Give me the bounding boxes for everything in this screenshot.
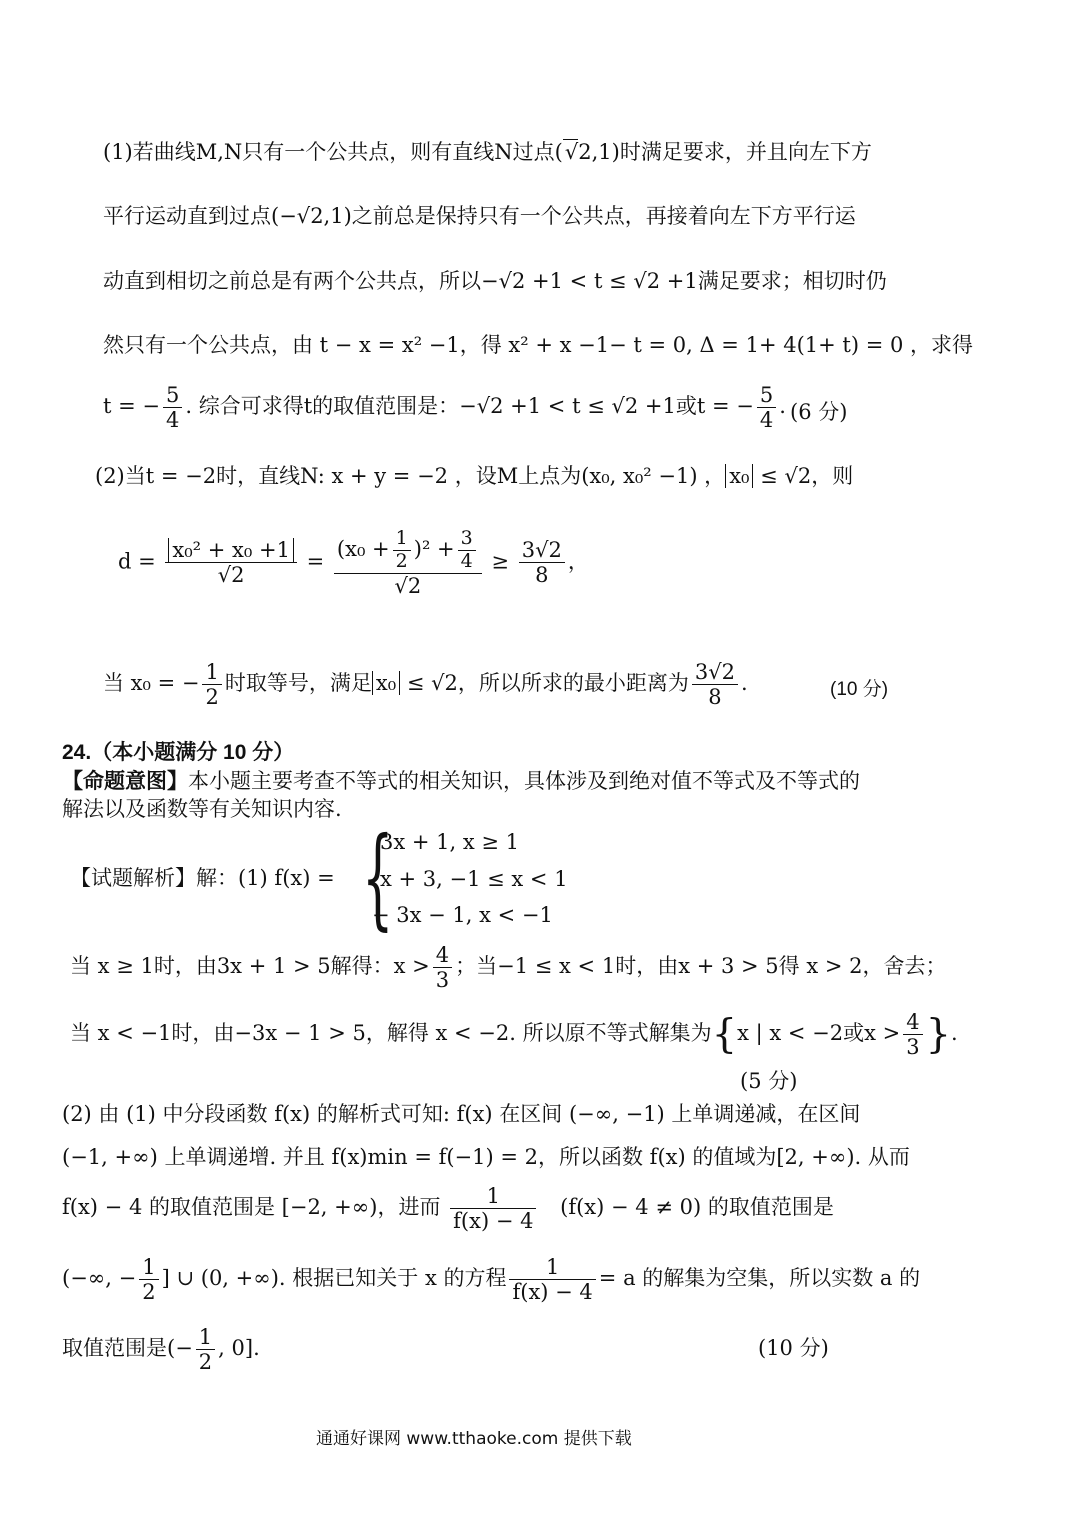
left-brace: { [711,1011,738,1058]
fraction-1-2 [196,1325,215,1374]
numerator [519,538,565,563]
text: 取值范围是(− [62,1336,193,1361]
fraction-4-3 [903,1010,922,1059]
numerator [334,528,482,574]
denominator: 3 [906,1035,920,1060]
q24-intent-line2: 解法以及函数等有关知识内容. [62,797,342,821]
text: f(x) − 4 的取值范围是 [−2, +∞)，进而 [62,1195,441,1220]
denominator: 2 [395,549,408,572]
numerator: 5 [757,383,776,408]
sqrt-symbol: √ [498,269,512,293]
p2-text-2: (−1, +∞) 上单调递增. 并且 f(x)min = f(−1) = 2，所以函数 f(x) 的值域为[2, +∞). 从而 [62,1145,910,1169]
distance-formula [118,528,589,598]
text: (1)若曲线M,N只有一个公共点，则有直线N过点( [103,140,563,164]
q24-analysis: 【试题解析】解：(1) f(x) = [70,866,335,890]
p2-text-4 [62,1255,920,1304]
text: ；当−1 ≤ x < 1时，由x + 3 > 5得 x > 2，舍去； [455,954,947,979]
score-10: (10 分) [830,679,889,700]
fraction-abs-over-sqrt2 [165,538,297,587]
sqrt-symbol: √ [476,394,491,419]
text: . [779,394,786,419]
denominator [334,574,482,598]
text: 2 +1 < t ≤ [490,394,605,419]
fraction-3sqrt2-8 [692,660,738,709]
numerator: 1 [196,1325,215,1350]
footer-credit: 通通好课网 www.tthaoke.com 提供下载 [316,1429,632,1449]
numerator [165,538,297,563]
numerator: 1 [202,660,221,685]
denominator: 4 [460,549,473,572]
fraction-3sqrt2-8 [519,538,565,587]
numerator: 1 [393,528,411,551]
text: t = − [103,394,160,419]
sqrt-symbol: √ [217,563,232,588]
denominator: 4 [759,408,774,433]
text: . [741,671,748,696]
left-brace: { [362,813,394,941]
score-6: (6 分) [790,400,848,424]
denominator: 4 [165,408,180,433]
text: (x₀ + [336,536,390,561]
p1-line4 [103,335,973,356]
text: ≤ [406,671,425,696]
denominator: 2 [142,1280,156,1305]
denominator: 2 [205,685,219,710]
fraction-1-2 [139,1255,158,1304]
fraction-4-3 [433,943,452,992]
sqrt-symbol: √ [784,464,798,488]
text: . 综合可求得t的取值范围是：− [185,394,477,419]
abs-expr: x₀² + x₀ +1 [168,538,294,562]
text: 3 [521,538,536,563]
text: 2,1)之前总是保持只有一个公共点，再接着向左下方平行运 [310,204,856,228]
text: ≥ [491,549,510,574]
score-5: (5 分) [740,1069,798,1093]
abs-x0: x₀ [372,671,400,695]
text: = a 的解集为空集，所以实数 a 的 [598,1266,921,1291]
sqrt-symbol: √ [611,394,625,419]
p1-line2 [103,206,856,227]
fraction-3-4 [458,528,476,573]
text: 当 x ≥ 1时，由3x + 1 > 5解得：x > [70,954,430,979]
solve-line1 [70,943,946,992]
fraction-5-4 [163,383,182,432]
text: 2 [548,538,562,563]
score-10: (10 分) [758,1336,829,1360]
q24-intent-line1 [62,770,860,792]
right-brace: } [925,1011,952,1058]
abs-x0: x₀ [725,464,753,488]
denominator: 3 [435,968,450,993]
denominator: f(x) − 4 [512,1280,593,1305]
text: 动直到相切之前总是有两个公共点，所以− [103,269,499,293]
fraction-5-4 [757,383,776,432]
p2-line3 [103,660,748,709]
p1-line1 [103,142,872,163]
text: 2 +1 < t ≤ [512,269,627,293]
fraction-1-over-fx-4 [509,1255,595,1304]
p2-text-1: (2) 由 (1) 中分段函数 f(x) 的解析式可知: f(x) 在区间 (−∞, −1) 上单调递减，在区间 [62,1102,861,1126]
text: d = [118,549,156,574]
fraction-completed-square [334,528,482,598]
text: , 0]. [218,1336,260,1361]
numerator: 1 [450,1184,536,1209]
fraction-1-2 [202,660,221,709]
denominator [165,563,297,587]
fraction-1-2 [393,528,411,573]
denominator: 2 [198,1350,213,1375]
denominator: 8 [708,685,722,710]
numerator: 1 [139,1255,158,1280]
text: )² + [413,536,455,561]
sqrt-symbol: √ [394,573,408,598]
p2-line1 [95,466,853,487]
sqrt-symbol: √ [431,671,445,696]
text: 2，则 [797,464,854,488]
text: x | x < −2或x > [737,1021,901,1046]
text: . [951,1021,958,1046]
numerator: 4 [433,943,452,968]
p2-text-3 [62,1184,834,1233]
text: 3 [694,660,709,684]
text: ≤ [760,464,778,488]
denominator: f(x) − 4 [453,1209,534,1234]
solve-line2 [70,1010,958,1059]
p1-line5 [103,383,786,432]
text: 2 +1或t = − [624,394,754,419]
text: 当 x < −1时，由−3x − 1 > 5，解得 x < −2. 所以原不等式解集为 [70,1021,712,1046]
text: ， [567,549,589,574]
text: ] ∪ (0, +∞). 根据已知关于 x 的方程 [161,1266,507,1291]
text: 2 +1满足要求；相切时仍 [646,269,887,293]
text: 2，所以所求的最小距离为 [444,671,689,696]
text: 2,1)时满足要求，并且向左下方 [578,140,872,164]
case-1: 3x + 1, x ≥ 1 [380,830,520,854]
sqrt-symbol: √ [535,538,549,563]
text: (−∞, − [62,1266,137,1291]
sqrt-symbol: √ [564,140,579,164]
fraction-1-over-fx-4 [450,1184,536,1233]
text: = [306,549,325,574]
p1-line3 [103,271,887,292]
p2-text-5 [62,1325,260,1374]
text: 2 [407,573,422,598]
text: 然只有一个公共点，由 t − x = x² −1，得 x² + x −1− t = 0, Δ = 1+ 4(1+ t) = 0 ，求得 [103,333,974,357]
sqrt-symbol: √ [633,269,647,293]
text: 平行运动直到过点(− [103,204,297,228]
numerator [692,660,738,685]
numerator: 1 [509,1255,595,1280]
text: 当 x₀ = − [103,671,200,696]
intent-label: 【命题意图】 [62,768,188,793]
case-2: x + 3, −1 ≤ x < 1 [380,867,568,891]
case-3: − 3x − 1, x < −1 [372,903,553,927]
text: (f(x) − 4 ≠ 0) 的取值范围是 [560,1195,834,1220]
sqrt-symbol: √ [708,660,722,684]
text: 本小题主要考查不等式的相关知识，具体涉及到绝对值不等式及不等式的 [188,769,860,793]
numerator: 4 [903,1010,922,1035]
denominator: 8 [535,563,549,588]
text: 2 [231,563,245,588]
text: (2)当t = −2时，直线N: x + y = −2 ，设M上点为(x₀, x₀² −1) ， [95,464,726,488]
text: 2 [721,660,736,684]
q24-title: 24.（本小题满分 10 分） [62,741,295,764]
numerator: 5 [163,383,182,408]
text: 时取等号，满足 [224,671,372,696]
numerator: 3 [458,528,476,551]
sqrt-symbol: √ [296,204,311,228]
